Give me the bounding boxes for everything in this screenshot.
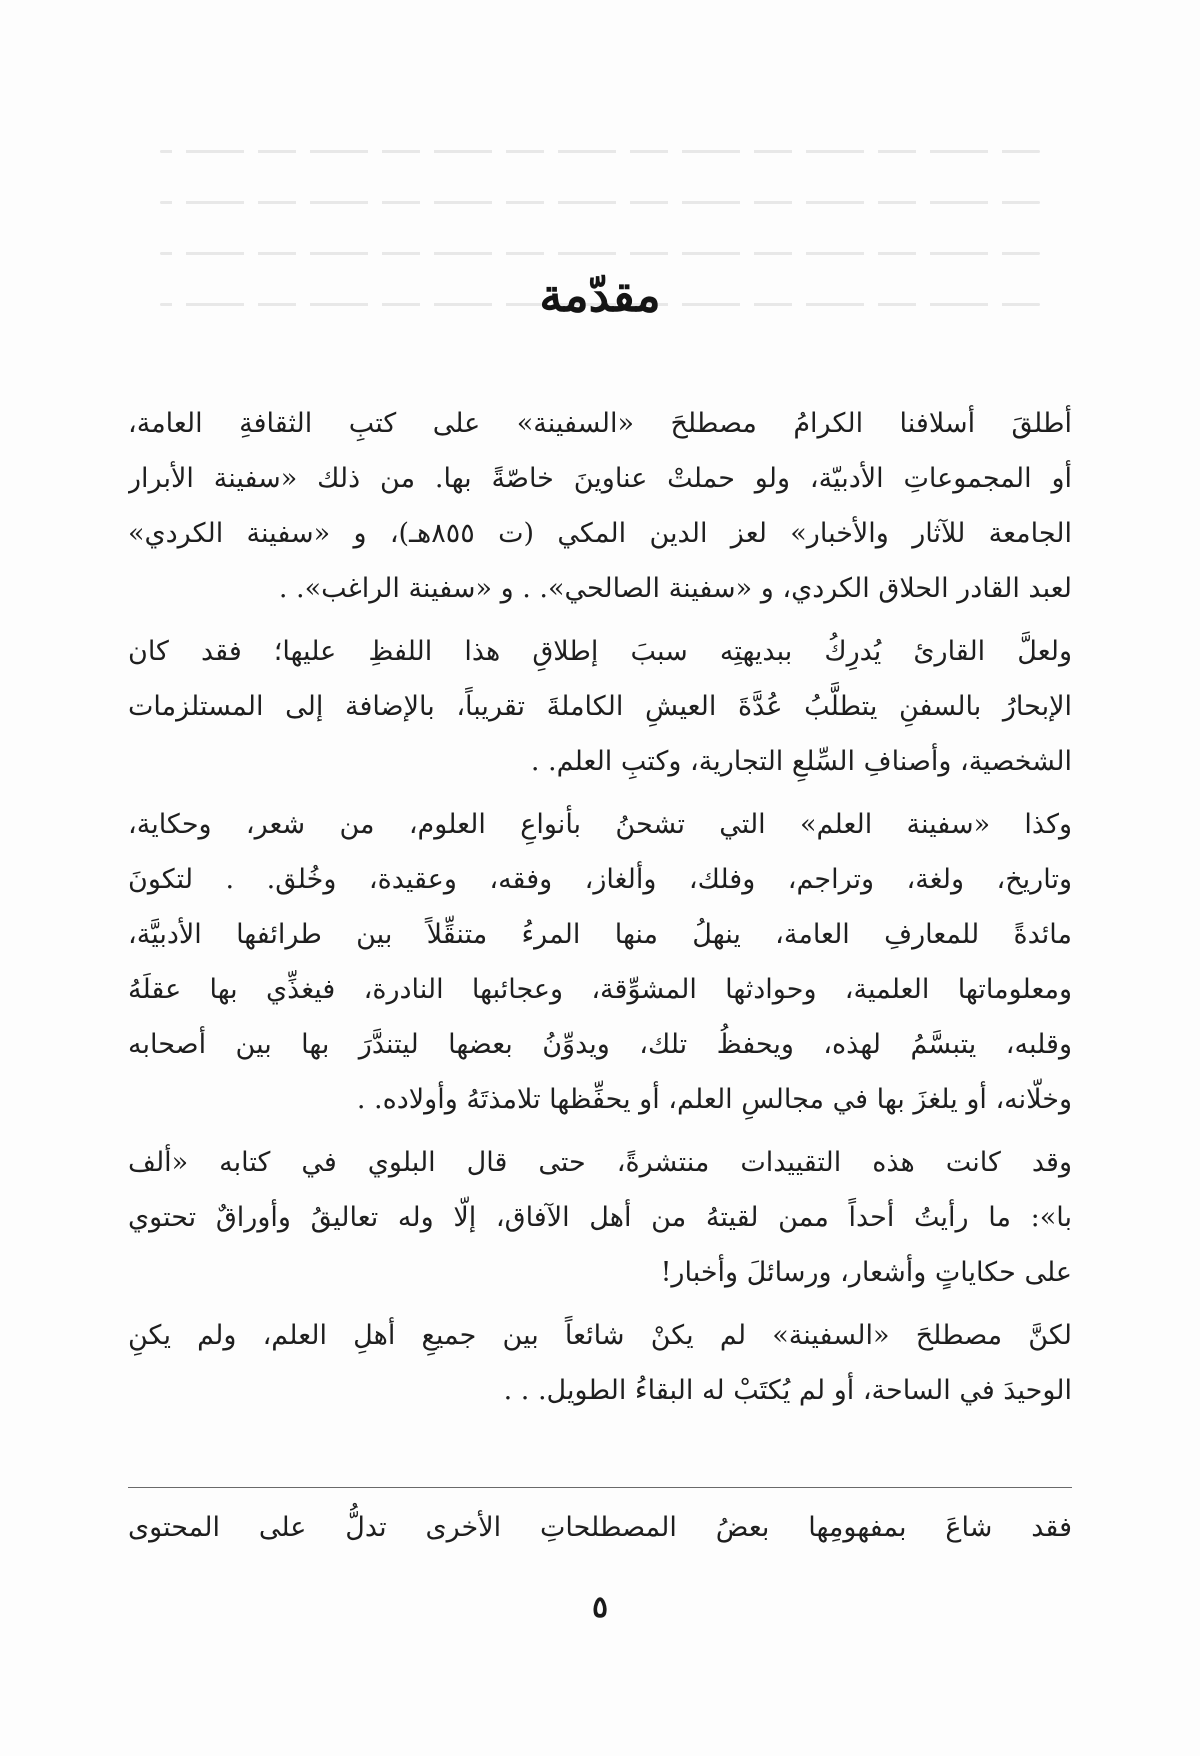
text-line: وقد كانت هذه التقييدات منتشرةً، حتى قال البلوي في كتابه «ألف	[128, 1147, 1072, 1178]
text-line: لعبد القادر الحلاق الكردي، و «سفينة الصالحي». . و «سفينة الراغب». .	[278, 573, 1072, 604]
text-line: وخلّانه، أو يلغزَ بها في مجالسِ العلم، أو يحفِّظها تلامذتَهُ وأولاده. .	[356, 1084, 1072, 1115]
text-line: وقلبه، يتبسَّمُ لهذه، ويحفظُ تلك، ويدوِّنُ بعضها ليتندَّرَ بها بين أصحابه	[128, 1029, 1072, 1060]
continuation-line: فقد شاعَ بمفهومِها بعضُ المصطلحاتِ الأخرى تدلُّ على المحتوى	[128, 1512, 1072, 1543]
text-line: على حكاياتٍ وأشعار، ورسائلَ وأخبار!	[660, 1257, 1072, 1288]
text-line: الجامعة للآثار والأخبار» لعز الدين المكي (ت ٨٥٥هـ)، و «سفينة الكردي»	[128, 518, 1072, 549]
text-line: وكذا «سفينة العلم» التي تشحنُ بأنواعِ العلوم، من شعر، وحكاية،	[128, 809, 1072, 840]
text-line: أو المجموعاتِ الأدبيّة، ولو حملتْ عناوينَ خاصّةً بها. من ذلك «سفينة الأبرار	[128, 463, 1072, 494]
text-line: مائدةً للمعارفِ العامة، ينهلُ منها المرءُ متنقِّلاً بين طرائفها الأدبيَّة،	[128, 919, 1072, 950]
text-line: ولعلَّ القارئ يُدرِكُ ببديهتِه سببَ إطلاقِ هذا اللفظِ عليها؛ فقد كان	[128, 636, 1072, 667]
text-line: ومعلوماتها العلمية، وحوادثها المشوِّقة، وعجائبها النادرة، فيغذِّي بها عقلَهُ	[128, 974, 1072, 1005]
text-line: الوحيدَ في الساحة، أو لم يُكتَبْ له البقاءُ الطويل. . .	[503, 1375, 1072, 1406]
text-line: با»: ما رأيتُ أحداً ممن لقيتهُ من أهل الآفاق، إلّا وله تعاليقُ وأوراقٌ تحتوي	[128, 1202, 1072, 1233]
separator-rule	[128, 1487, 1072, 1488]
text-line: أطلقَ أسلافنا الكرامُ مصطلحَ «السفينة» على كتبِ الثقافةِ العامة،	[128, 408, 1072, 439]
text-line: الشخصية، وأصنافِ السِّلعِ التجارية، وكتبِ العلم. .	[530, 746, 1072, 777]
main-text	[128, 396, 1072, 1418]
text-line: لكنَّ مصطلحَ «السفينة» لم يكنْ شائعاً بين جميعِ أهلِ العلم، ولم يكنِ	[128, 1320, 1072, 1351]
text-line: وتاريخ، ولغة، وتراجم، وفلك، وألغاز، وفقه، وعقيدة، وخُلق. . لتكونَ	[128, 864, 1072, 895]
page-title: مقدّمة	[539, 268, 661, 322]
page-number: ٥	[591, 1590, 609, 1625]
text-line: الإبحارُ بالسفنِ يتطلَّبُ عُدَّةَ العيشِ الكاملةَ تقريباً، بالإضافة إلى المستلزمات	[128, 691, 1072, 722]
